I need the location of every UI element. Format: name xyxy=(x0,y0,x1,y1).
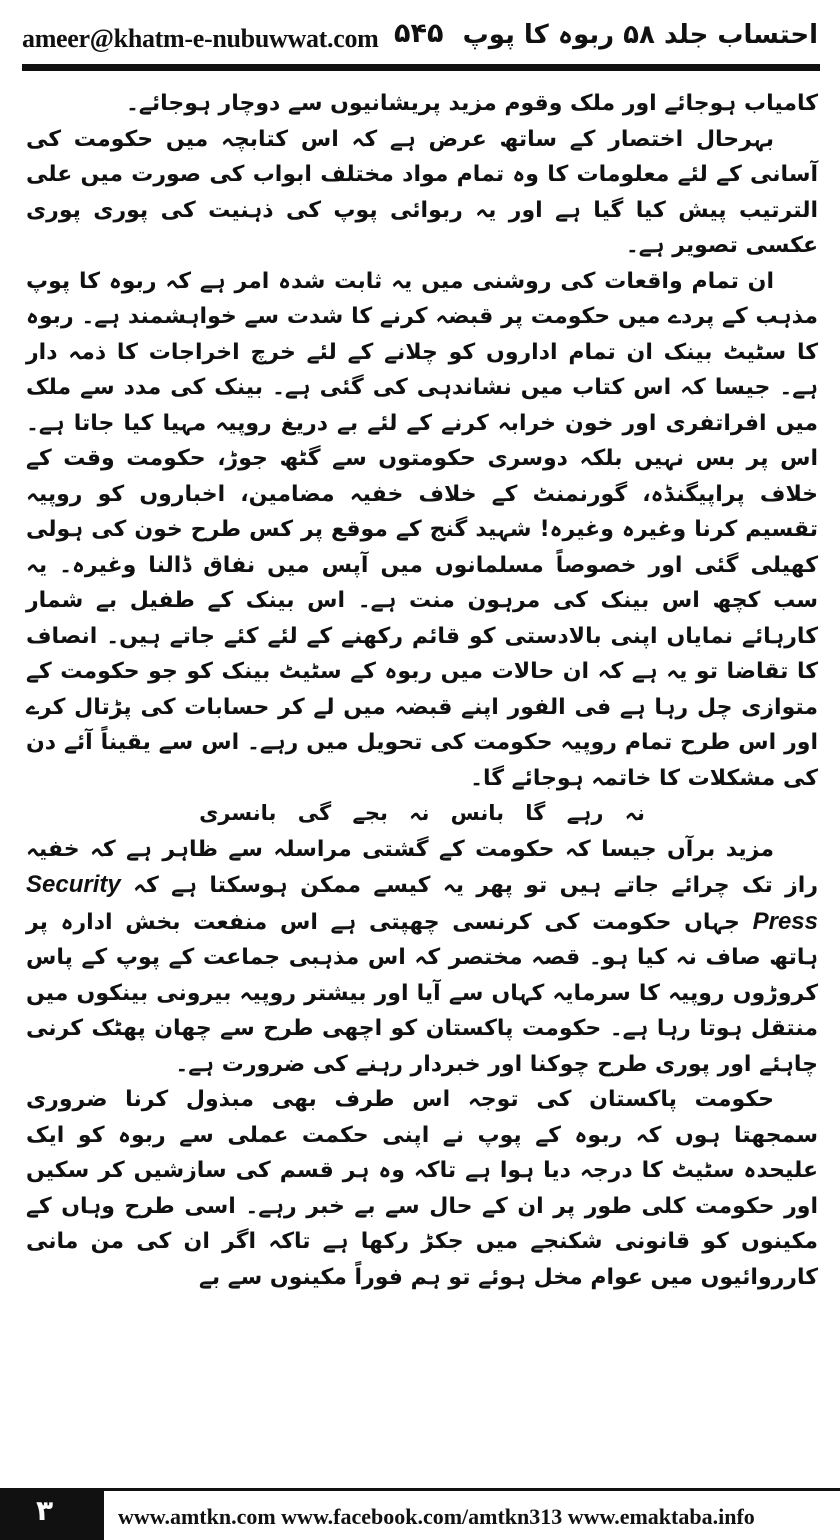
header-email: ameer@khatm-e-nubuwwat.com xyxy=(22,24,379,53)
paragraph-3: ان تمام واقعات کی روشنی میں یہ ثابت شدہ امر ہے کہ ربوہ کا پوپ مذہب کے پردے میں حکومت پر قبضہ کرنے کا شدت سے خواہشمند ہے۔ ربوہ کا سٹیٹ بینک ان تمام اداروں کو چلانے کے لئے خرچ اخراجات کا ذمہ دار ہے۔ جیسا کہ اس کتاب میں نشاندہی کی گئی ہے۔ بینک کی مدد سے ملک میں افراتفری اور خون خرابہ کرنے کے لئے بے دریغ روپیہ مہیا کیا جاتا ہے۔ اس پر بس نہیں بلکہ دوسری حکومتوں سے گٹھ جوڑ، حکومت وقت کے خلاف پراپیگنڈہ، گورنمنٹ کے خلاف خفیہ مضامین، اخباروں کو روپیہ تقسیم کرنا وغیرہ وغیرہ! شہید گنج کے موقع پر کس طرح خون کی ہولی کھیلی گئی اور خصوصاً مسلمانوں میں آپس میں نفاق ڈالنا وغیرہ۔ یہ سب کچھ اس بینک کی مرہون منت ہے۔ اس بینک کے طفیل بے شمار کارہائے نمایاں اپنی بالادستی کو قائم رکھنے کے لئے کئے جاتے ہیں۔ انصاف کا تقاضا تو یہ ہے کہ ان حالات میں ربوہ کے سٹیٹ بینک کو جو حکومت کے متوازی چل رہا ہے فی الفور اپنے قبضہ میں لے کر حسابات کی پڑتال کرے اور اس طرح تمام روپیہ حکومت کی تحویل میں رہے۔ اس سے یقیناً آئے دن کی مشکلات کا خاتمہ ہوجائے گا۔ xyxy=(26,268,818,791)
paragraph-4-end: جہاں حکومت کی کرنسی چھپتی ہے اس منفعت بخش ادارہ پر ہاتھ صاف نہ کیا ہو۔ قصہ مختصر کہ اس مذہبی جماعت کے پوپ کے پاس کروڑوں روپیہ کا سرمایہ کہاں سے آیا اور بیشتر روپیہ بیرونی بینکوں میں منتقل ہوتا رہا ہے۔ حکومت پاکستان کو اچھی طرح سے چھان پھٹک کرنی چاہئے اور پوری طرح چوکنا اور خبردار رہنے کی ضرورت ہے۔ xyxy=(26,909,818,1077)
footer-rule xyxy=(104,1488,840,1491)
paragraph-4 xyxy=(26,832,818,1083)
paragraph-1: کامیاب ہوجائے اور ملک وقوم مزید پریشانیوں سے دوچار ہوجائے۔ xyxy=(126,91,818,116)
paragraph-5: حکومت پاکستان کی توجہ اس طرف بھی مبذول کرنا ضروری سمجھتا ہوں کہ ربوہ کے پوپ نے اپنی حکمت عملی سے ربوہ کو ایک علیحدہ سٹیٹ کا درجہ دیا ہوا ہے تاکہ وہ ہر قسم کی سازشیں کر سکیں اور حکومت کلی طور پر ان کے حال سے بے خبر رہے۔ اسی طرح وہاں کے مکینوں کو قانونی شکنجے میں جکڑ رکھا ہے تاکہ اگر ان کی من مانی کارروائیوں میں عوام مخل ہوئے تو ہم فوراً مکینوں سے بے xyxy=(26,1087,818,1290)
paragraph-4-start: مزید برآں جیسا کہ حکومت کے گشتی مراسلہ سے ظاہر ہے کہ خفیہ راز تک چرائے جاتے ہیں تو پھر یہ کیسے ممکن ہوسکتا ہے کہ xyxy=(26,836,818,898)
footer-page-tab xyxy=(0,1488,104,1540)
footer-page-label: ۳ xyxy=(36,1494,54,1527)
header-page-number: ۵۴۵ xyxy=(394,18,444,49)
header-book-title: احتساب جلد ۵۸ ربوہ کا پوپ xyxy=(462,20,818,50)
page-body xyxy=(26,86,818,1295)
paragraph-2: بہرحال اختصار کے ساتھ عرض ہے کہ اس کتابچہ میں حکومت کی آسانی کے لئے معلومات کا وہ تمام مواد مختلف ابواب کی صورت میں علی الترتیب پیش کیا گیا ہے اور یہ ربوائی پوپ کی ذہنیت کی پوری پوری عکسی تصویر ہے۔ xyxy=(26,126,818,258)
header-rule xyxy=(22,64,820,71)
page-header xyxy=(22,10,818,60)
proverb-couplet: نہ رہے گا بانس نہ بجے گی بانسری xyxy=(199,801,645,825)
security-press-term: Security Press xyxy=(26,871,818,935)
page-footer xyxy=(0,1488,840,1540)
footer-links: www.amtkn.com www.facebook.com/amtkn313 www.emaktaba.info xyxy=(118,1504,755,1529)
